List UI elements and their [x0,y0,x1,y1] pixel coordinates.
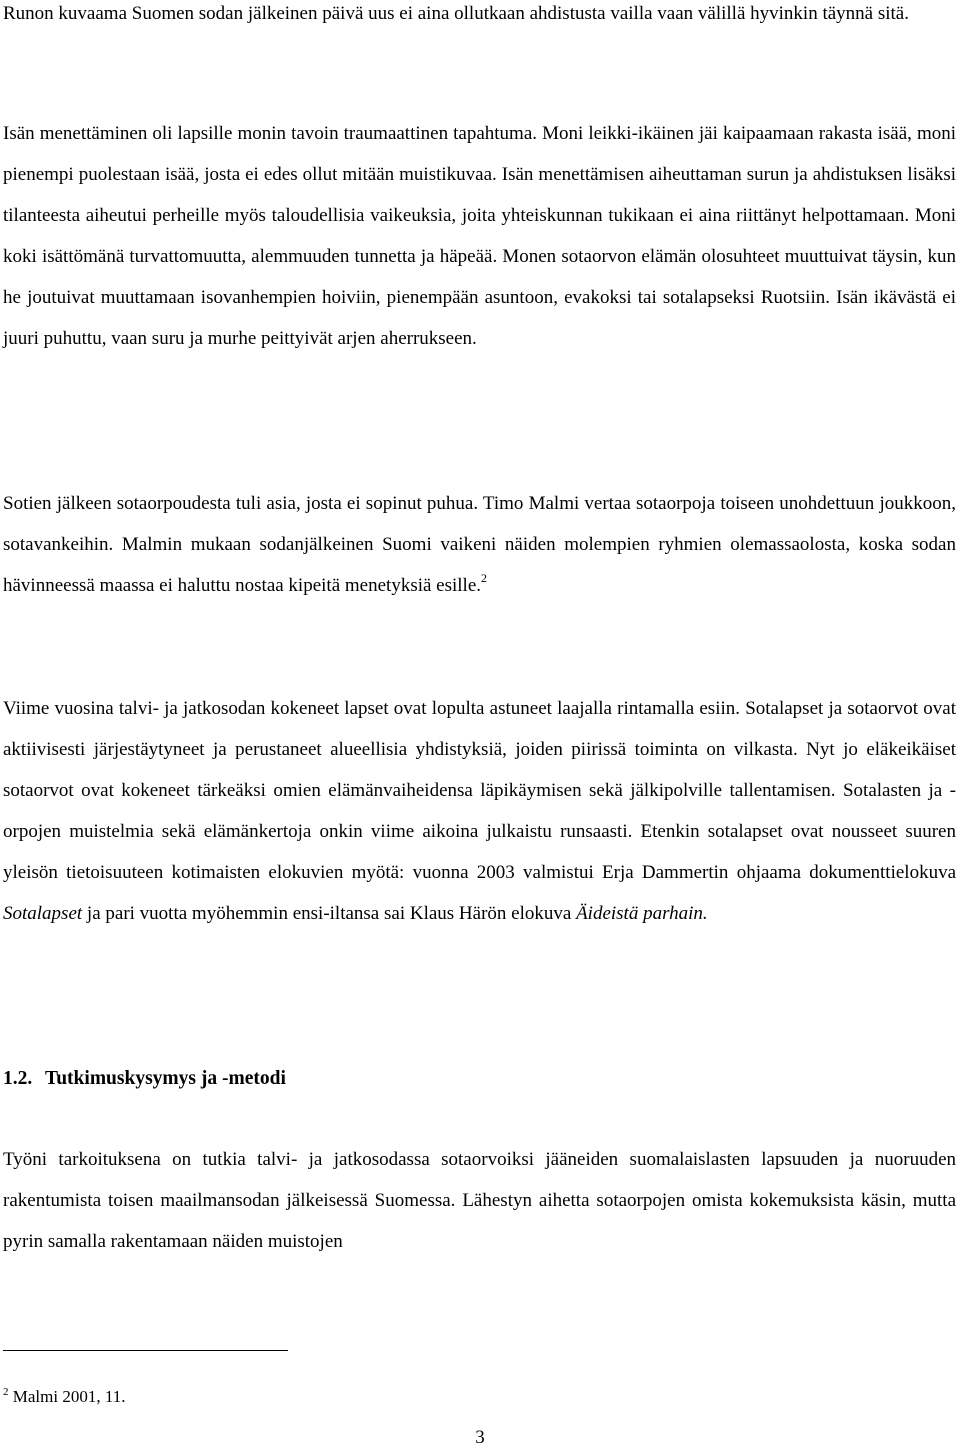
paragraph-text: ja pari vuotta myöhemmin ensi-iltansa sai Klaus Härön elokuva [82,903,577,924]
footnote-reference: 2 [481,571,488,585]
section-heading [3,1062,286,1096]
paragraph-text: Runon kuvaama Suomen sodan jälkeinen päivä uus ei aina ollutkaan ahdistusta vailla vaan välillä hyvinkin täynnä sitä. [3,3,909,24]
footnote [3,1386,125,1408]
page-number: 3 [475,1427,485,1448]
section-number: 1.2. [3,1068,33,1089]
paragraph-father-loss [3,113,956,359]
italic-title: Sotalapset [3,903,83,924]
paragraph-research-aim [3,1139,956,1262]
italic-title: Äideistä parhain. [576,903,708,924]
footnote-separator [3,1350,288,1351]
paragraph-text: Sotien jälkeen sotaorpoudesta tuli asia, josta ei sopinut puhua. Timo Malmi vertaa sotaorpoja toiseen unohdettuun joukkoon, sotavankeihin. Malmin mukaan sodanjälkeinen Suomi vaikeni näiden molempien ryhmien olemassaolosta, koska sodan hävinneessä maassa ei haluttu nostaa kipeitä menetyksiä esille. [3,493,956,596]
paragraph-intro-continuation [3,0,956,34]
paragraph-text: Isän menettäminen oli lapsille monin tavoin traumaattinen tapahtuma. Moni leikki-ikäinen jäi kaipaamaan rakasta isää, moni pienempi puolestaan isää, josta ei edes ollut mitään muistikuvaa. Isän menettämisen aiheuttaman surun ja ahdistuksen lisäksi tilanteesta aiheutui perheille myös taloudellisia vaikeuksia, joita yhteiskunnan tukikaan ei aina riittänyt helpottamaan. Moni koki isättömänä turvattomuutta, alemmuuden tunnetta ja häpeää. Monen sotaorvon elämän olosuhteet muuttuivat täysin, kun he joutuivat muuttamaan isovanhempien hoiviin, pienempään asuntoon, evakoksi tai sotalapseksi Ruotsiin. Isän ikävästä ei juuri puhuttu, vaan suru ja murhe peittyivät arjen aherrukseen. [3,123,956,349]
paragraph-recent-years [3,688,956,934]
section-title: Tutkimuskysymys ja -metodi [45,1068,286,1089]
paragraph-text: Viime vuosina talvi- ja jatkosodan kokeneet lapset ovat lopulta astuneet laajalla rintamalla esiin. Sotalapset ja sotaorvot ovat aktiivisesti järjestäytyneet ja perustaneet alueellisia yhdistyksiä, joiden piirissä toiminta on vilkasta. Nyt jo eläkeikäiset sotaorvot ovat kokeneet tärkeäksi omien elämänvaiheidensa läpikäymisen sekä jälkipolville tallentamisen. Sotalasten ja -orpojen muistelmia sekä elämänkertoja onkin viime aikoina julkaistu runsaasti. Etenkin sotalapset ovat nousseet suuren yleisön tietoisuuteen kotimaisten elokuvien myötä: vuonna 2003 valmistui Erja Dammertin ohjaama dokumenttielokuva [3,698,956,883]
footnote-marker: 2 [3,1386,9,1398]
paragraph-text: Työni tarkoituksena on tutkia talvi- ja jatkosodassa sotaorvoiksi jääneiden suomalaislasten lapsuuden ja nuoruuden rakentumista toisen maailmansodan jälkeisessä Suomessa. Lähestyn aihetta sotaorpojen omista kokemuksista käsin, mutta pyrin samalla rakentamaan näiden muistojen [3,1149,956,1252]
footnote-text: Malmi 2001, 11. [8,1387,126,1406]
paragraph-silence-after-wars [3,483,956,606]
